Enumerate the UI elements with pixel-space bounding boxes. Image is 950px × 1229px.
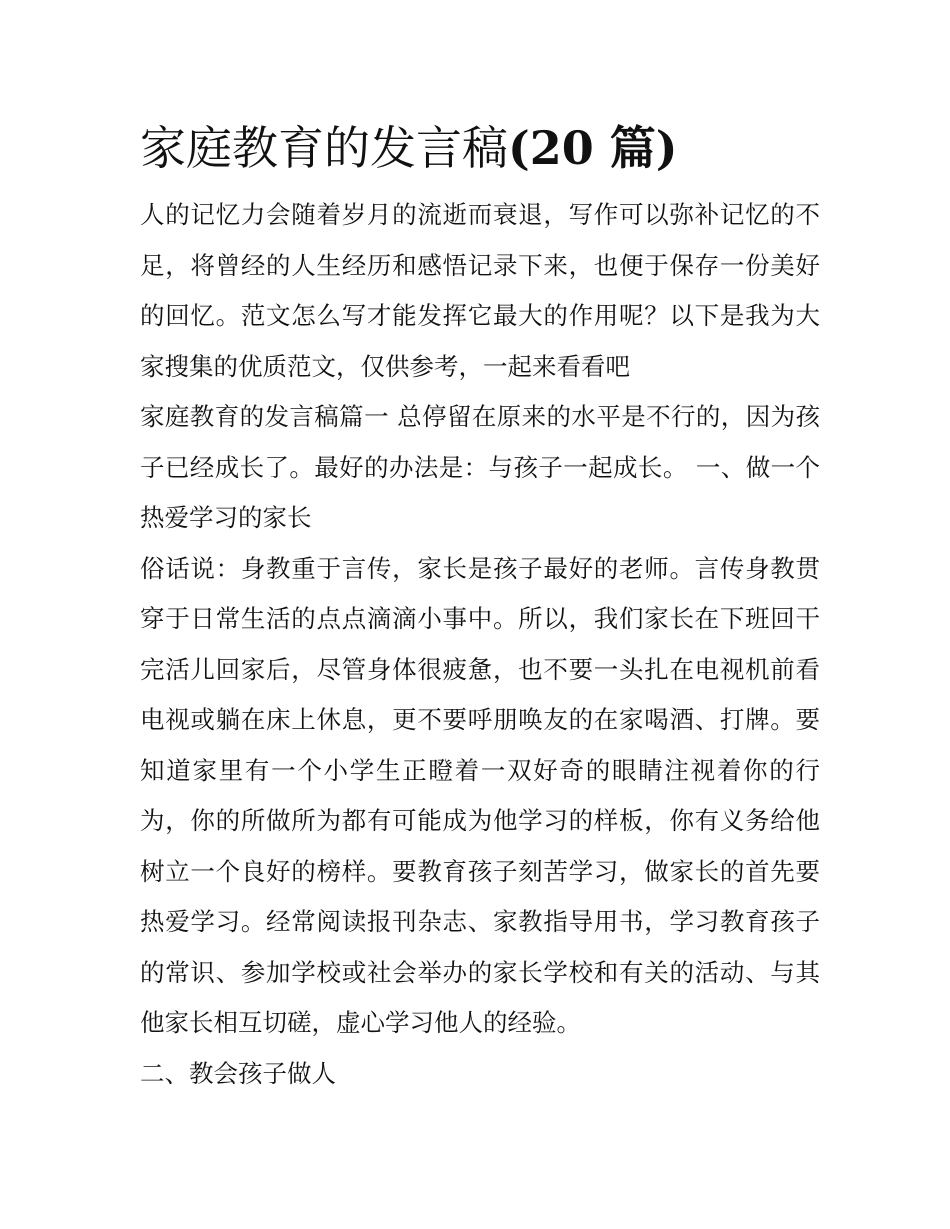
document-content	[140, 116, 820, 1099]
title-main: 家庭教育的发言稿	[140, 121, 508, 175]
section-two-heading: 二、教会孩子做人	[140, 1058, 336, 1088]
page-title	[140, 116, 820, 180]
title-suffix: (20 篇)	[508, 121, 678, 175]
section-one-paragraph: 家庭教育的发言稿篇一 总停留在原来的水平是不行的，因为孩子已经成长了。最好的办法是：与孩子一起成长。 一、做一个热爱学习的家长	[140, 402, 820, 532]
body-paragraph: 俗话说：身教重于言传，家长是孩子最好的老师。言传身教贯穿于日常生活的点点滴滴小事中。所以，我们家长在下班回干完活儿回家后，尽管身体很疲惫，也不要一头扎在电视机前看电视或躺在床上休息，更不要呼朋唤友的在家喝酒、打牌。要知道家里有一个小学生正瞪着一双好奇的眼睛注视着你的行为，你的所做所为都有可能成为他学习的样板，你有义务给他树立一个良好的榜样。要教育孩子刻苦学习，做家长的首先要热爱学习。经常阅读报刊杂志、家教指导用书，学习教育孩子的常识、参加学校或社会举办的家长学校和有关的活动、与其他家长相互切磋，虚心学习他人的经验。	[140, 553, 820, 1037]
intro-paragraph: 人的记忆力会随着岁月的流逝而衰退，写作可以弥补记忆的不足，将曾经的人生经历和感悟记录下来，也便于保存一份美好的回忆。范文怎么写才能发挥它最大的作用呢？以下是我为大家搜集的优质范文，仅供参考，一起来看看吧	[140, 200, 820, 381]
